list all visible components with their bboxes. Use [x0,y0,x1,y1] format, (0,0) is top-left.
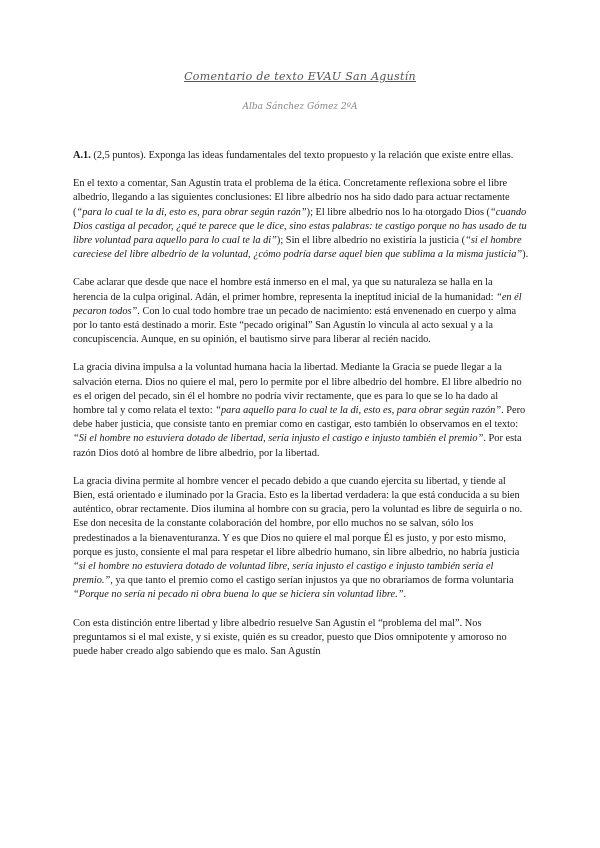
paragraph-2 [73,276,529,347]
text-run: . Pero debe haber justicia, que consiste tanto en premiar como en castigar, esto también lo observamos en el texto: [73,405,526,431]
paragraph-4 [73,475,529,603]
quote: “para lo cual te la di, esto es, para obrar según razón” [76,206,307,218]
paragraph-3 [73,361,529,460]
question-label: A.1. [73,150,91,161]
quote: “Porque no sería ni pecado ni obra buena lo que se hiciera sin voluntad libre.” [73,589,404,601]
quote: “si el hombre no estuviera dotado de voluntad libre, sería injusto el castigo e injusto también sería el premio.” [73,561,494,587]
text-run: , ya que tanto el premio como el castigo serían injustos ya que no obraríamos de forma voluntaria [110,575,514,587]
document-author: Alba Sánchez Gómez 2ºA [242,102,358,112]
text-run: La gracia divina impulsa a la voluntad humana hacia la libertad. Mediante la Gracia se puede llegar a la salvación eterna. Dios no quiere el mal, pero lo permite por el libre albedrío del hombre. El libre albedrío no es el origen del pecado, sin él el hombre no podría vivir rectamente, que es para lo que se lo ha dado al hombre tal y como relata el texto: [73,362,522,417]
text-run: . Con lo cual todo hombre trae un pecado de nacimiento: está envenenado en cuerpo y alma por lo tanto está destinado a morir. Este “pecado original” San Agustín lo vincula al acto sexual y a la concupiscencia. Aunque, en su opinión, el bautismo sirve para liberar al recién nacido. [73,305,517,346]
quote: “Si el hombre no estuviera dotado de libertad, sería injusto el castigo e injusto también el premio” [73,433,484,445]
text-run: . [403,589,407,601]
text-run: Con esta distinción entre libertad y libre albedrío resuelve San Agustín el “problema del mal”. Nos preguntamos si el mal existe, y si existe, quién es su creador, puesto que Dios omnipotente y amoroso no puede haber creado algo sabiendo que es malo. San Agustín [73,617,507,658]
paragraph-5 [73,617,529,660]
document-title: Comentario de texto EVAU San Agustín [184,70,416,83]
document-body [73,149,529,673]
text-run: . Por esta razón Dios dotó al hombre de libre albedrío, por la libertad. [73,433,522,459]
text-run: ); Sin el libre albedrío no existiría la justicia ( [276,235,466,247]
text-run: En el texto a comentar, San Agustín trata el problema de la ética. Concretamente reflexiona sobre el libre albedrío, llegando a las siguientes conclusiones: El libre albedrío nos ha sido dado para actuar rectamente ( [73,178,510,218]
text-run: ). [522,249,529,261]
text-run: La gracia divina permite al hombre vencer el pecado debido a que cuando ejercita su libertad, y tiende al Bien, está orientado e iluminado por la Gracia. Esto es la libertad verdadera: la que está conducida a su bien auténtico, obrar rectamente. Dios ilumina al hombre con su gracia, pero la voluntad es libre de seguirla o no. Ese don necesita de la constante colaboración del hombre, por ello muchos no se salvan, sólo los predestinados a la bienaventuranza. Y es que Dios no quiere el mal porque Él es justo, y por esto mismo, porque es justo, consiente el mal para respetar el libre albedrío humano, sin libre albedrío, no habría justicia [73,475,523,558]
text-run: Cabe aclarar que desde que nace el hombre está inmerso en el mal, ya que su naturaleza se halla en la herencia de la culpa original. Adán, el primer hombre, representa la ineptitud inicial de la humanidad: [73,277,497,303]
quote: “para aquello para lo cual te la di, esto es, para obrar según razón” [215,405,502,417]
paragraph-1 [73,177,529,262]
quote: “cuando Dios castiga al pecador, ¿qué te parece que le dice, sino estas palabras: te castigo porque no has usado de tu libre voluntad para aquello para lo cual te la di” [73,206,527,247]
text-run: ); El libre albedrío nos lo ha otorgado Dios ( [306,206,490,218]
question-paragraph [73,149,529,163]
quote: “si el hombre careciese del libre albedrío de la voluntad, ¿cómo podría darse aquel bien que sublima a la misma justicia” [73,235,523,261]
question-text: (2,5 puntos). Exponga las ideas fundamentales del texto propuesto y la relación que existe entre ellas. [90,150,514,161]
quote: “en él pecaron todos” [73,291,522,317]
